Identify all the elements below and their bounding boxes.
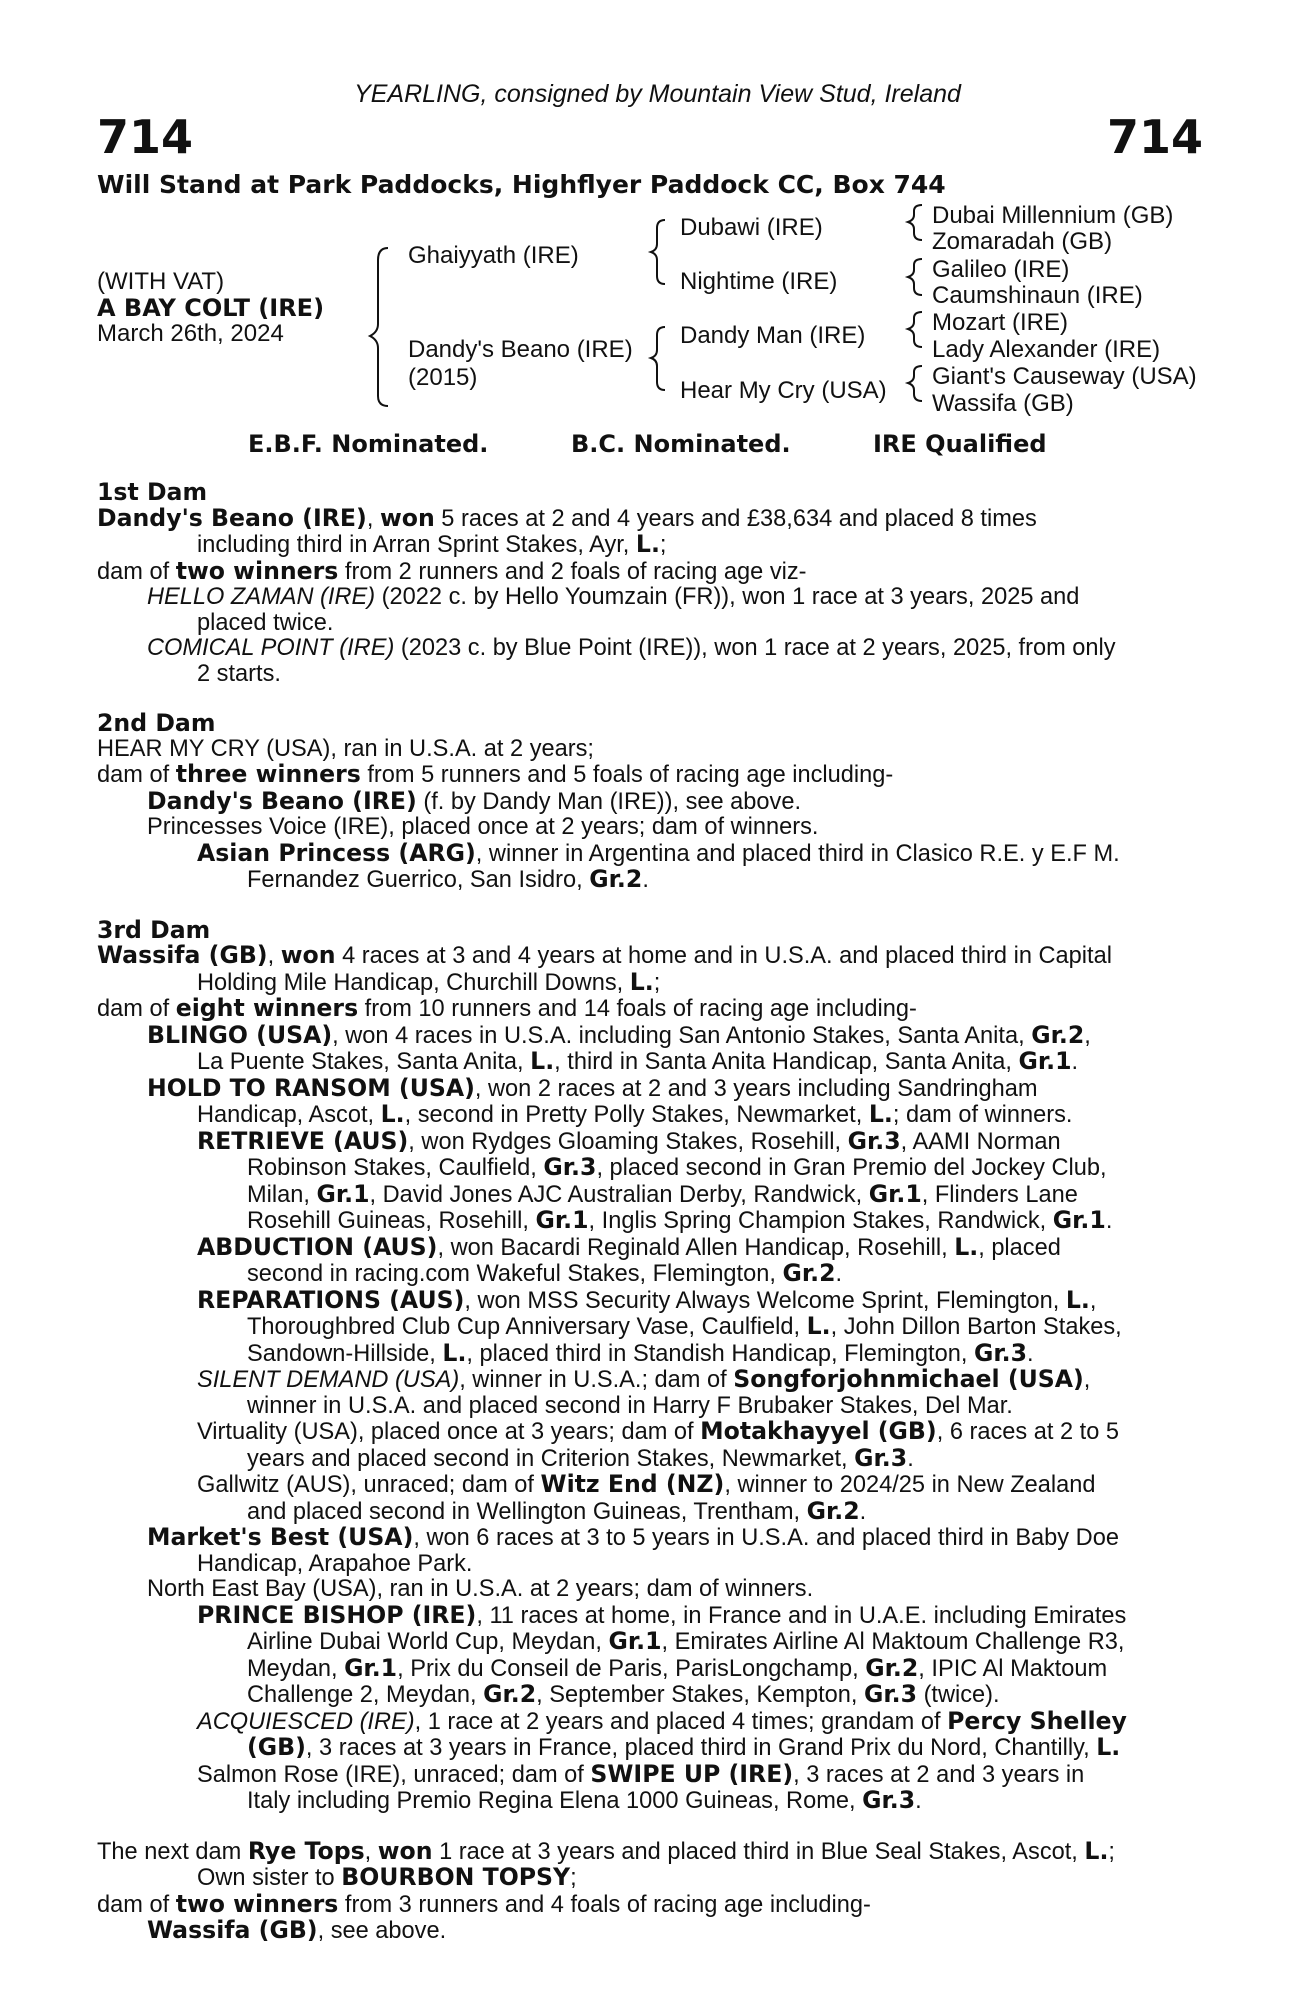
bold-text: won bbox=[377, 1836, 433, 1865]
italic-text: SILENT DEMAND (USA) bbox=[197, 1367, 460, 1393]
text: (twice). bbox=[917, 1682, 1000, 1708]
bold-text: ABDUCTION (AUS) bbox=[197, 1232, 438, 1261]
catalogue-line bbox=[97, 1126, 1205, 1156]
text: , 1 race at 2 years and placed 4 times; grandam of bbox=[414, 1708, 948, 1735]
text: , John Dillon Barton Stakes, bbox=[830, 1314, 1122, 1340]
catalogue-line bbox=[97, 815, 1205, 841]
italic-text: ACQUIESCED (IRE) bbox=[197, 1708, 415, 1735]
text: , winner in U.S.A.; dam of bbox=[459, 1367, 734, 1393]
sire-name: Ghaiyyath (IRE) bbox=[408, 242, 579, 269]
text: La Puente Stakes, Santa Anita, bbox=[197, 1049, 531, 1075]
dam-section-heading: 3rd Dam bbox=[97, 915, 211, 944]
bold-text: Gr.3 bbox=[854, 1443, 908, 1472]
ire-qualified: IRE Qualified bbox=[873, 430, 1047, 458]
bold-text: L. bbox=[1096, 1733, 1121, 1761]
bold-text: BLINGO (USA) bbox=[147, 1020, 333, 1049]
text: winner in U.S.A. and placed second in Harry F Brubaker Stakes, Del Mar. bbox=[247, 1392, 1013, 1419]
bold-text: Gr.2 bbox=[865, 1653, 919, 1682]
text: , bbox=[267, 943, 281, 969]
text: 4 races at 3 and 4 years at home and in U.S.A. and placed third in Capital bbox=[335, 943, 1112, 969]
dam-sire: Dandy Man (IRE) bbox=[680, 322, 866, 349]
text: . bbox=[835, 1261, 843, 1287]
text: , won 6 races at 3 to 5 years in U.S.A. and placed third in Baby Doe bbox=[413, 1525, 1119, 1551]
catalogue-line bbox=[97, 1629, 1205, 1656]
catalogue-line bbox=[97, 1179, 1205, 1209]
bold-text: won bbox=[379, 503, 435, 532]
text: including third in Arran Sprint Stakes, Ayr, bbox=[197, 532, 636, 558]
bold-text: Gr.1 bbox=[316, 1179, 370, 1208]
text: , won 4 races in U.S.A. including San Antonio Stakes, Santa Anita, bbox=[332, 1022, 1032, 1049]
text: Meydan, bbox=[247, 1655, 345, 1682]
ancestor-1: Dubai Millennium (GB) bbox=[932, 202, 1174, 229]
ancestor-2: Zomaradah (GB) bbox=[932, 228, 1113, 255]
bold-text: L. bbox=[806, 1312, 831, 1340]
bold-text: Gr.1 bbox=[344, 1653, 398, 1682]
catalogue-line bbox=[97, 1525, 1205, 1552]
text: , bbox=[1083, 1367, 1091, 1393]
catalogue-line bbox=[97, 1836, 1205, 1866]
text: . bbox=[859, 1498, 867, 1525]
text: ; bbox=[570, 1865, 577, 1891]
sire-sire: Dubawi (IRE) bbox=[680, 214, 823, 241]
catalogue-line bbox=[97, 1918, 1205, 1945]
text: Handicap, Arapahoe Park. bbox=[197, 1550, 473, 1577]
catalogue-line bbox=[97, 737, 1205, 763]
bold-text: L. bbox=[442, 1338, 467, 1367]
consignment-line: YEARLING, consigned by Mountain View Stud, Ireland bbox=[354, 80, 961, 108]
text: , Flinders Lane bbox=[921, 1181, 1078, 1208]
ebf-nomination: E.B.F. Nominated. bbox=[248, 430, 489, 458]
catalogue-line bbox=[97, 1496, 1205, 1526]
text: , won MSS Security Always Welcome Sprint, Flemington, bbox=[464, 1287, 1066, 1314]
catalogue-line bbox=[97, 1600, 1205, 1630]
bold-text: Songforjohnmichael (USA) bbox=[733, 1365, 1084, 1393]
italic-text: COMICAL POINT (IRE) bbox=[147, 635, 395, 661]
text: , September Stakes, Kempton, bbox=[536, 1682, 864, 1708]
text: , Inglis Spring Champion Stakes, Randwick, bbox=[588, 1208, 1053, 1234]
text: dam of bbox=[97, 996, 176, 1022]
text: . bbox=[1105, 1208, 1113, 1234]
text: years and placed second in Criterion Stakes, Newmarket, bbox=[247, 1445, 855, 1472]
text: Princesses Voice (IRE), placed once at 2 years; dam of winners. bbox=[147, 814, 819, 840]
text: placed twice. bbox=[197, 609, 334, 636]
text: . bbox=[1027, 1340, 1034, 1367]
catalogue-line bbox=[97, 1367, 1205, 1394]
text: , bbox=[364, 1838, 378, 1865]
catalogue-line bbox=[97, 1049, 1205, 1076]
catalogue-line bbox=[97, 585, 1205, 611]
text: , won 2 races at 2 and 3 years including Sandringham bbox=[474, 1075, 1038, 1102]
bold-text: RETRIEVE (AUS) bbox=[197, 1126, 409, 1155]
dam-dam: Hear My Cry (USA) bbox=[680, 377, 887, 404]
catalogue-line bbox=[97, 1759, 1205, 1789]
text: ; bbox=[1108, 1838, 1115, 1865]
bold-text: Rye Tops bbox=[247, 1836, 365, 1865]
bold-text: won bbox=[280, 941, 336, 969]
bold-text: Gr.2 bbox=[782, 1259, 836, 1287]
catalogue-line bbox=[97, 1706, 1205, 1736]
ancestor-6: Lady Alexander (IRE) bbox=[932, 336, 1161, 363]
catalogue-line bbox=[97, 1419, 1205, 1446]
text: , placed bbox=[978, 1234, 1061, 1261]
text: North East Bay (USA), ran in U.S.A. at 2 years; dam of winners. bbox=[147, 1576, 814, 1602]
text: Milan, bbox=[247, 1181, 317, 1208]
ancestor-4: Caumshinaun (IRE) bbox=[932, 282, 1143, 309]
foaling-date: March 26th, 2024 bbox=[97, 320, 284, 347]
text: dam of bbox=[97, 1891, 176, 1918]
text: , bbox=[1084, 1022, 1091, 1049]
catalogue-line bbox=[97, 1155, 1205, 1182]
catalogue-line bbox=[97, 1577, 1205, 1603]
bold-text: Wassifa (GB) bbox=[147, 1916, 318, 1944]
catalogue-line bbox=[97, 1443, 1205, 1473]
bold-text: Gr.3 bbox=[847, 1126, 901, 1155]
text: , winner to 2024/25 in New Zealand bbox=[724, 1472, 1096, 1498]
text: dam of bbox=[97, 762, 176, 788]
lot-number-left: 714 bbox=[97, 110, 194, 164]
catalogue-line bbox=[97, 662, 1205, 688]
section-gap bbox=[97, 894, 1205, 918]
text: from 10 runners and 14 foals of racing age including- bbox=[358, 996, 917, 1022]
ancestor-3: Galileo (IRE) bbox=[932, 256, 1070, 283]
bold-text: Gr.3 bbox=[973, 1338, 1027, 1367]
bold-text: Gr.2 bbox=[483, 1680, 537, 1708]
bold-text: Gr.1 bbox=[868, 1179, 922, 1208]
text: . bbox=[1071, 1049, 1079, 1075]
catalogue-line bbox=[97, 1889, 1205, 1919]
text: from 2 runners and 2 foals of racing age viz- bbox=[338, 558, 807, 585]
ancestor-7: Giant's Causeway (USA) bbox=[932, 363, 1197, 390]
text: , placed third in Standish Handicap, Flemington, bbox=[466, 1340, 974, 1367]
text: dam of bbox=[97, 558, 176, 585]
text: Salmon Rose (IRE), unraced; dam of bbox=[197, 1761, 591, 1788]
bold-text: Gr.1 bbox=[535, 1206, 589, 1234]
stand-location: Will Stand at Park Paddocks, Highflyer Paddock CC, Box 744 bbox=[97, 170, 946, 199]
catalogue-line bbox=[97, 943, 1205, 970]
text: , Prix du Conseil de Paris, ParisLongchamp, bbox=[397, 1655, 866, 1682]
catalogue-line bbox=[97, 532, 1205, 559]
catalogue-line bbox=[97, 503, 1205, 533]
dam-section-heading: 2nd Dam bbox=[97, 709, 216, 737]
text: , bbox=[366, 505, 380, 532]
catalogue-line bbox=[97, 867, 1205, 894]
bold-text: Percy Shelley bbox=[947, 1706, 1127, 1735]
catalogue-line bbox=[97, 556, 1205, 586]
bold-text: Gr.1 bbox=[1018, 1047, 1072, 1075]
text: ; bbox=[659, 532, 667, 558]
bold-text: Dandy's Beano (IRE) bbox=[147, 786, 417, 815]
text: Virtuality (USA), placed once at 3 years; dam of bbox=[197, 1419, 701, 1445]
bold-text: Wassifa (GB) bbox=[97, 941, 268, 969]
bc-nomination: B.C. Nominated. bbox=[571, 430, 791, 458]
text: Holding Mile Handicap, Churchill Downs, bbox=[197, 969, 630, 996]
bold-text: L. bbox=[1084, 1836, 1109, 1865]
bold-text: Market's Best (USA) bbox=[147, 1523, 414, 1551]
section-gap bbox=[97, 1815, 1205, 1839]
text: Italy including Premio Regina Elena 1000 Guineas, Rome, bbox=[247, 1788, 863, 1814]
text: , Emirates Airline Al Maktoum Challenge R3, bbox=[661, 1629, 1125, 1655]
catalogue-line bbox=[97, 1394, 1205, 1420]
bold-text: L. bbox=[629, 967, 654, 996]
catalogue-line bbox=[97, 1735, 1205, 1762]
lot-number-right: 714 bbox=[1106, 110, 1203, 164]
text: HEAR MY CRY (USA), ran in U.S.A. at 2 years; bbox=[97, 735, 594, 762]
bold-text: BOURBON TOPSY bbox=[341, 1863, 571, 1891]
catalogue-line bbox=[97, 1232, 1205, 1262]
text: , 3 races at 3 years in France, placed third in Grand Prix du Nord, Chantilly, bbox=[305, 1735, 1097, 1761]
ancestor-8: Wassifa (GB) bbox=[932, 390, 1074, 417]
text: ; bbox=[653, 969, 661, 996]
text: , third in Santa Anita Handicap, Santa Anita, bbox=[554, 1049, 1019, 1075]
bold-text: HOLD TO RANSOM (USA) bbox=[147, 1073, 475, 1102]
bold-text: Gr.1 bbox=[1052, 1206, 1106, 1234]
text: ; dam of winners. bbox=[892, 1102, 1073, 1128]
bold-text: Gr.3 bbox=[543, 1153, 597, 1181]
text: Sandown-Hillside, bbox=[247, 1340, 443, 1367]
catalogue-line bbox=[97, 1788, 1205, 1815]
catalogue-line bbox=[97, 1865, 1205, 1892]
text: Fernandez Guerrico, San Isidro, bbox=[247, 867, 590, 893]
catalogue-line bbox=[97, 1314, 1205, 1341]
text: (2022 c. by Hello Youmzain (FR)), won 1 race at 3 years, 2025 and bbox=[375, 584, 1080, 610]
catalogue-line bbox=[97, 1653, 1205, 1683]
bold-text: Dandy's Beano (IRE) bbox=[97, 503, 367, 532]
catalogue-line bbox=[97, 967, 1205, 997]
bold-text: (GB) bbox=[247, 1733, 306, 1761]
text: , 3 races at 2 and 3 years in bbox=[793, 1761, 1085, 1788]
text: 1 race at 3 years and placed third in Blue Seal Stakes, Ascot, bbox=[432, 1838, 1085, 1865]
italic-text: HELLO ZAMAN (IRE) bbox=[147, 584, 376, 610]
bold-text: L. bbox=[1065, 1285, 1090, 1314]
catalogue-line bbox=[97, 1682, 1205, 1709]
bold-text: L. bbox=[380, 1100, 405, 1128]
text: Robinson Stakes, Caulfield, bbox=[247, 1155, 544, 1181]
horse-name: A BAY COLT (IRE) bbox=[97, 294, 325, 322]
catalogue-line bbox=[97, 1472, 1205, 1499]
text: , 11 races at home, in France and in U.A.E. including Emirates bbox=[476, 1602, 1127, 1629]
text: . bbox=[642, 867, 649, 893]
bold-text: SWIPE UP (IRE) bbox=[590, 1759, 794, 1788]
text: , won Bacardi Reginald Allen Handicap, Rosehill, bbox=[437, 1234, 955, 1261]
catalogue-line bbox=[97, 838, 1205, 868]
text: , winner in Argentina and placed third in Clasico R.E. y E.F M. bbox=[475, 840, 1120, 867]
text: Gallwitz (AUS), unraced; dam of bbox=[197, 1472, 541, 1498]
text: (f. by Dandy Man (IRE)), see above. bbox=[416, 788, 802, 815]
bold-text: Gr.2 bbox=[806, 1496, 860, 1525]
catalogue-line bbox=[97, 1552, 1205, 1578]
text: 5 races at 2 and 4 years and £38,634 and placed 8 times bbox=[434, 505, 1037, 532]
text: Challenge 2, Meydan, bbox=[247, 1682, 484, 1708]
bold-text: eight winners bbox=[175, 994, 359, 1022]
catalogue-line bbox=[97, 1102, 1205, 1129]
text: , won Rydges Gloaming Stakes, Rosehill, bbox=[408, 1128, 848, 1155]
dam-name: Dandy's Beano (IRE) bbox=[408, 336, 633, 363]
bold-text: Gr.1 bbox=[608, 1627, 662, 1655]
section-gap bbox=[97, 687, 1205, 711]
text: , IPIC Al Maktoum bbox=[918, 1655, 1108, 1682]
bold-text: two winners bbox=[175, 1889, 339, 1918]
text: . bbox=[915, 1788, 922, 1814]
bold-text: L. bbox=[530, 1047, 555, 1075]
text: , David Jones AJC Australian Derby, Randwick, bbox=[369, 1181, 869, 1208]
text: , see above. bbox=[317, 1918, 447, 1944]
text: Airline Dubai World Cup, Meydan, bbox=[247, 1629, 609, 1655]
bold-text: PRINCE BISHOP (IRE) bbox=[197, 1600, 477, 1629]
bold-text: Motakhayyel (GB) bbox=[700, 1417, 937, 1445]
bold-text: L. bbox=[868, 1100, 893, 1128]
bold-text: REPARATIONS (AUS) bbox=[197, 1285, 465, 1314]
text: Rosehill Guineas, Rosehill, bbox=[247, 1208, 536, 1234]
bold-text: Witz End (NZ) bbox=[540, 1470, 725, 1498]
text: , bbox=[1089, 1287, 1097, 1314]
text: and placed second in Wellington Guineas, Trentham, bbox=[247, 1498, 807, 1525]
bold-text: Gr.2 bbox=[589, 865, 643, 893]
catalogue-line bbox=[97, 1261, 1205, 1288]
text: The next dam bbox=[97, 1838, 248, 1865]
bold-text: Gr.3 bbox=[862, 1786, 916, 1814]
text: Own sister to bbox=[197, 1865, 342, 1891]
dam-section-heading: 1st Dam bbox=[97, 478, 208, 506]
bold-text: L. bbox=[635, 530, 660, 558]
catalogue-line bbox=[97, 1020, 1205, 1050]
catalogue-line bbox=[97, 1285, 1205, 1315]
sire-dam: Nightime (IRE) bbox=[680, 268, 838, 295]
text: , AAMI Norman bbox=[900, 1128, 1061, 1155]
catalogue-line bbox=[97, 1338, 1205, 1368]
bold-text: two winners bbox=[175, 556, 339, 585]
vat-note: (WITH VAT) bbox=[97, 268, 225, 295]
catalogue-line bbox=[97, 1073, 1205, 1103]
bold-text: Gr.3 bbox=[863, 1680, 918, 1708]
catalogue-page-body bbox=[97, 480, 1205, 1945]
text: from 5 runners and 5 foals of racing age including- bbox=[360, 762, 894, 788]
bold-text: Asian Princess (ARG) bbox=[197, 838, 476, 867]
catalogue-line bbox=[97, 762, 1205, 789]
text: Handicap, Ascot, bbox=[197, 1102, 381, 1128]
text: second in racing.com Wakeful Stakes, Flemington, bbox=[247, 1261, 783, 1287]
text: 2 starts. bbox=[197, 660, 281, 687]
dam-foaling-year: (2015) bbox=[408, 364, 478, 391]
catalogue-line bbox=[97, 786, 1205, 816]
ancestor-5: Mozart (IRE) bbox=[932, 309, 1069, 336]
catalogue-line bbox=[97, 996, 1205, 1023]
catalogue-line bbox=[97, 611, 1205, 637]
text: (2023 c. by Blue Point (IRE)), won 1 race at 2 years, 2025, from only bbox=[394, 635, 1116, 661]
text: , 6 races at 2 to 5 bbox=[936, 1419, 1120, 1445]
text: , second in Pretty Polly Stakes, Newmarket, bbox=[404, 1102, 869, 1128]
bold-text: L. bbox=[954, 1232, 979, 1261]
bold-text: Gr.2 bbox=[1031, 1020, 1085, 1049]
bold-text: three winners bbox=[175, 760, 361, 788]
text: Thoroughbred Club Cup Anniversary Vase, Caulfield, bbox=[247, 1314, 807, 1340]
text: from 3 runners and 4 foals of racing age including- bbox=[338, 1891, 871, 1918]
text: . bbox=[907, 1445, 914, 1472]
catalogue-line bbox=[97, 1208, 1205, 1235]
text: , placed second in Gran Premio del Jockey Club, bbox=[596, 1155, 1107, 1181]
catalogue-line bbox=[97, 636, 1205, 662]
